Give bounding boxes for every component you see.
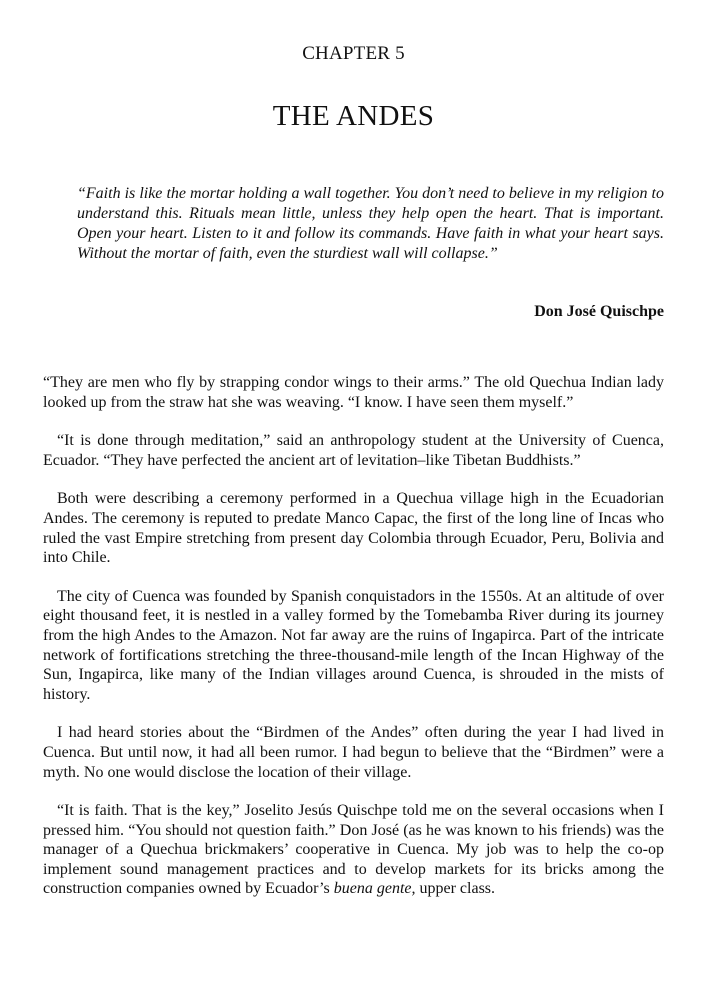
chapter-title: THE ANDES bbox=[272, 100, 435, 132]
chapter-label: CHAPTER 5 bbox=[302, 43, 405, 64]
paragraph-6 bbox=[43, 801, 664, 899]
paragraph-1: “They are men who fly by strapping condor wings to their arms.” The old Quechua Indian lady looked up from the straw hat she was weaving. “I know. I have seen them myself.” bbox=[43, 374, 664, 411]
paragraph-2: “It is done through meditation,” said an anthropology student at the University of Cuenca, Ecuador. “They have perfected the ancient art of levitation–like Tibetan Buddhists.” bbox=[43, 432, 664, 469]
epigraph-attribution: Don José Quischpe bbox=[534, 303, 664, 320]
chapter-body bbox=[43, 373, 664, 918]
paragraph-4: The city of Cuenca was founded by Spanish conquistadors in the 1550s. At an altitude of over eight thousand feet, it is nestled in a valley formed by the Tomebamba River during its journey from the high Andes to the Amazon. Not far away are the ruins of Ingapirca. Part of the intricate network of fortifications stretching the three-thousand-mile length of the Incan Highway of the Sun, Ingapirca, like many of the Indian villages around Cuenca, is shrouded in the mists of history. bbox=[43, 587, 664, 703]
paragraph-6-start: “It is faith. That is the key,” Joselito Jesús Quischpe told me on the several occasions when I pressed him. “You should not question faith.” Don José (as he was known to his friends) was the manager of a Quechua brickmakers’ cooperative in Cuenca. My job was to help the co-op implement sound management practices and to develop markets for its bricks among the construction companies owned by Ecuador’s bbox=[43, 802, 664, 898]
paragraph-3: Both were describing a ceremony performed in a Quechua village high in the Ecuadorian Andes. The ceremony is reputed to predate Manco Capac, the first of the long line of Incas who ruled the vast Empire stretching from present day Colombia through Ecuador, Peru, Bolivia and into Chile. bbox=[43, 490, 664, 567]
paragraph-6-italic: buena gente, bbox=[333, 880, 416, 898]
epigraph-quote: “Faith is like the mortar holding a wall together. You don’t need to believe in my religion to understand this. Rituals mean little, unless they help open the heart. That is important. Open your heart. Listen to it and follow its commands. Have faith in what your heart says. Without the mortar of faith, even the sturdiest wall will collapse.” bbox=[77, 185, 664, 262]
paragraph-5: I had heard stories about the “Birdmen of the Andes” often during the year I had lived in Cuenca. But until now, it had all been rumor. I had begun to believe that the “Birdmen” were a myth. No one would disclose the location of their village. bbox=[43, 724, 664, 781]
paragraph-6-end: upper class. bbox=[415, 880, 496, 898]
